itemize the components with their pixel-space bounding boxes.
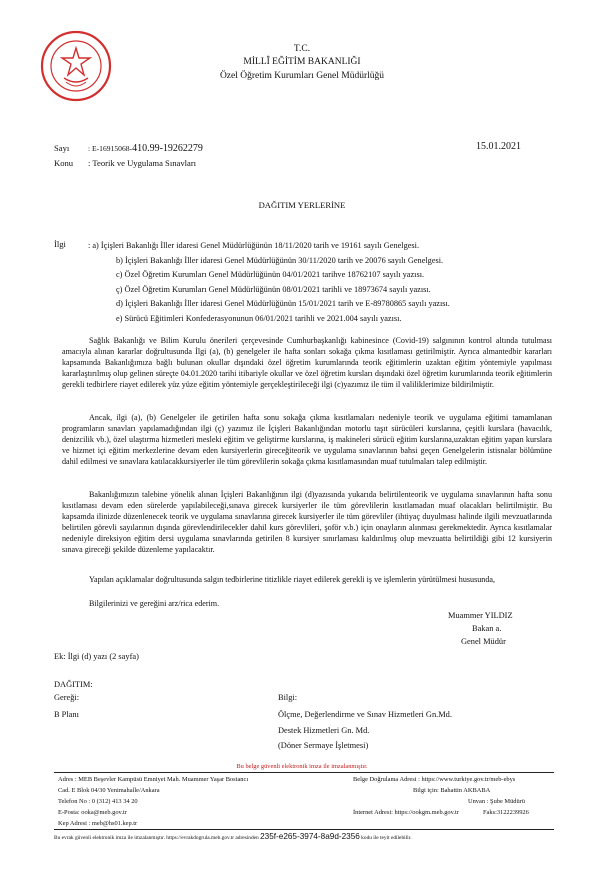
footer-info: Bilgi için: Bahattin AKBABA — [413, 787, 491, 794]
footer-kep: Kep Adresi : meb@hs01.kep.tr — [58, 820, 138, 827]
ilgi-label: İlgi — [54, 239, 66, 249]
sayi-prefix: : E-16915068- — [88, 144, 133, 153]
gereg-label: Gereği: — [54, 693, 80, 702]
body-paragraph-3 — [62, 490, 552, 555]
verification-line — [54, 832, 554, 843]
footer-phone: Telefon No : 0 (312) 413 34 20 — [58, 798, 138, 805]
esignature-notice: Bu belge güvenli elektronik imza ile imzalanmıştır. — [236, 763, 368, 770]
footer-verify: Belge Doğrulama Adresi : https://www.turkiye.gov.tr/meb-ebys — [353, 776, 516, 783]
ilgi-list — [88, 239, 568, 327]
body-paragraph-2 — [62, 413, 552, 468]
paragraph-text: Bilgilerinizi ve gereğini arz/rica ederim. — [89, 599, 220, 608]
distribution-title: DAĞITIM: — [54, 680, 93, 689]
footer-role: Unvan : Şube Müdürü — [468, 798, 525, 805]
footer-internet: İnternet Adresi: https://ookgm.meb.gov.tr — [353, 809, 459, 816]
recipient-title: DAĞITIM YERLERİNE — [258, 200, 346, 210]
header-tc: T.C. — [293, 44, 311, 54]
verification-suffix: kodu ile teyit edilebilir. — [361, 835, 412, 841]
verification-prefix: Bu evrak güvenli elektronik imza ile imzalanmıştır. https://evrakdogrula.meb.gov.tr adresinden — [54, 835, 259, 841]
footer-divider-bottom — [54, 829, 554, 830]
body-paragraph-4 — [62, 575, 552, 586]
ilgi-item: d) İçişleri Bakanlığı İller idaresi Genel Müdürlüğünün 15/01/2021 tarih ve E-89780865 sayılı yazısı. — [116, 299, 450, 309]
gereg-value: B Planı — [54, 710, 79, 719]
verification-code: 235f-e265-3974-8a9d-2356 — [260, 832, 360, 841]
footer-address: Adres : MEB Beşevler Kampüsü Emniyet Mah. Muammer Yaşar Bostancı — [58, 776, 249, 783]
ilgi-item: : a) İçişleri Bakanlığı İller idaresi Genel Müdürlüğünün 18/11/2020 tarih ve 19161 sayılı Genelgesi. — [88, 241, 420, 250]
sayi-label: Sayı — [54, 143, 70, 153]
document-date: 15.01.2021 — [476, 141, 521, 152]
footer-fax: Faks:3122239926 — [483, 809, 529, 816]
header-ministry: MİLLÎ EĞİTİM BAKANLIĞI — [243, 57, 361, 67]
bilgi-item: Ölçme, Değerlendirme ve Sınav Hizmetleri Gn.Md. — [278, 710, 452, 719]
konu-value: : Teorik ve Uygulama Sınavları — [88, 158, 197, 168]
sayi-value: 410.99-19262279 — [132, 143, 203, 154]
paragraph-text: Ancak, ilgi (a), (b) Genelgeler ile getirilen hafta sonu sokağa çıkma kısıtlamaları nedeniyle teorik ve uygulama eğitimi tamamlanan programların sınavları yapılamadığından ilgi (ç) yazımız ile İçişleri Bakanlığından motorlu taşıt sürücüleri kurslarına, çeşitli kurslara (havacılık, denizcilik vb.), özel ulaştırma hizmetleri mesleki eğitim ve geliştirme kurslarına, iş makineleri sürücü eğitim kurslarına,uzaktan eğitim yapan kurslara ve hizmet içi eğitim merkezlerine devam eden kursiyerlerin gireceğiteorik ve uygulama sınavlarının bahsi geçen Genelgelerin istisnalar bölümüne dahil edilmesi ve sınavlara katılacakkursiyerler ile tüm görevlilerin sokağa çıkma kısıtlamasından muaf tutulmaları talep edilmiştir. — [62, 413, 552, 466]
ilgi-item: c) Özel Öğretim Kurumları Genel Müdürlüğünün 04/01/2021 tarihve 18762107 sayılı yazısı. — [116, 270, 425, 280]
paragraph-text: Sağlık Bakanlığı ve Bilim Kurulu önerileri çerçevesinde Cumhurbaşkanlığı kabinesince (Covid-19) salgınının kontrol altında tutulması amacıyla alınan kararlar doğrultusunda İlgi (a), (b) genelgeler ile hafta sonları sokağa çıkma kısıtlaması getirilmiştir. Ayrıca almantedbir kararları kapsamında Bakanlığımıza bağlı bulunan okullar dışındaki özel öğretim kurumlarında teorik eğitimlerin uzaktan eğitim yöntemiyle yapılması kararlaştırılmış olup gelinen süreçte 04.01.2020 tarihi itibariyle okullar ve özel öğretim kursları dışındaki özel öğretim kurumlarında teorik eğitimlerin gerekli tedbirlere riayet edilerek yüz yüze eğitim yöntemiyle gerçekleştirileceği ilgi (c)yazımız ile tüm il valiliklerimize bildirilmiştir. — [62, 336, 552, 389]
konu-label: Konu — [54, 158, 74, 168]
sayi-number — [88, 143, 203, 154]
body-paragraph-5 — [62, 599, 552, 610]
ilgi-item: e) Sürücü Eğitimleri Konfederasyonunun 06/01/2021 tarihli ve 2021.004 sayılı yazısı. — [116, 313, 402, 323]
ilgi-item: b) İçişleri Bakanlığı İller idaresi Genel Müdürlüğünün 30/11/2020 tarih ve 20076 sayılı Genelgesi. — [116, 255, 444, 265]
bilgi-item: (Döner Sermaye İşletmesi) — [278, 741, 369, 750]
footer-address-2: Cad. E Blok 04/30 Yenimahalle/Ankara — [58, 787, 160, 794]
footer-divider — [54, 772, 554, 773]
ilgi-item: ç) Özel Öğretim Kurumları Genel Müdürlüğünün 08/01/2021 tarihli ve 18973674 sayılı yazısı. — [116, 284, 431, 294]
bilgi-item: Destek Hizmetleri Gn. Md. — [278, 726, 370, 735]
paragraph-text: Bakanlığımızın talebine yönelik alınan İçişleri Bakanlığının ilgi (d)yazısında yukarıda belirtilenteorik ve uygulama sınavlarının hafta sonu kısıtlaması devam eden sürelerde yapılabileceği,sınava girecek kursiyerler ile tüm görevlilerin kısıtlamadan muaf olacakları belirtilmiştir. Bu kapsamda ilinizde düzenlenecek teorik ve uygulama sınavlarına girecek kursiyerler ile tüm görevliler (ihtiyaç duyulması halinde ilgili mevzuatlarında belirtilen görevli sayılarının dışında görevlendirilecekler dahil kurs görevlileri, şoför v.b.) için onayların alınması gerekmektedir. Ayrıca kısıtlamalar nedeniyle direksiyon eğitim dersi uygulama sınavlarında getirilen 8 kursiyer sınırlaması kaldırılmış olup mevzuatta belirtildiği gibi 12 kursiyerin sınava gireceği şekilde düzenleme yapılacaktır. — [62, 490, 552, 554]
paragraph-text: Yapılan açıklamalar doğrultusunda salgın tedbirlerine titizlikle riayet edilerek gerekli iş ve işlemlerin yürütülmesi hususunda, — [89, 575, 496, 584]
header-directorate: Özel Öğretim Kurumları Genel Müdürlüğü — [219, 71, 385, 81]
bilgi-label: Bilgi: — [278, 693, 298, 702]
attachment-line: Ek: İlgi (d) yazı (2 sayfa) — [54, 652, 139, 661]
signature-name: Muammer YILDIZ — [448, 611, 513, 620]
signature-title-1: Bakan a. — [472, 624, 502, 633]
footer-email: E-Posta: ooka@meb.gov.tr — [58, 809, 127, 816]
body-paragraph-1 — [62, 336, 552, 391]
signature-title-2: Genel Müdür — [461, 637, 506, 646]
